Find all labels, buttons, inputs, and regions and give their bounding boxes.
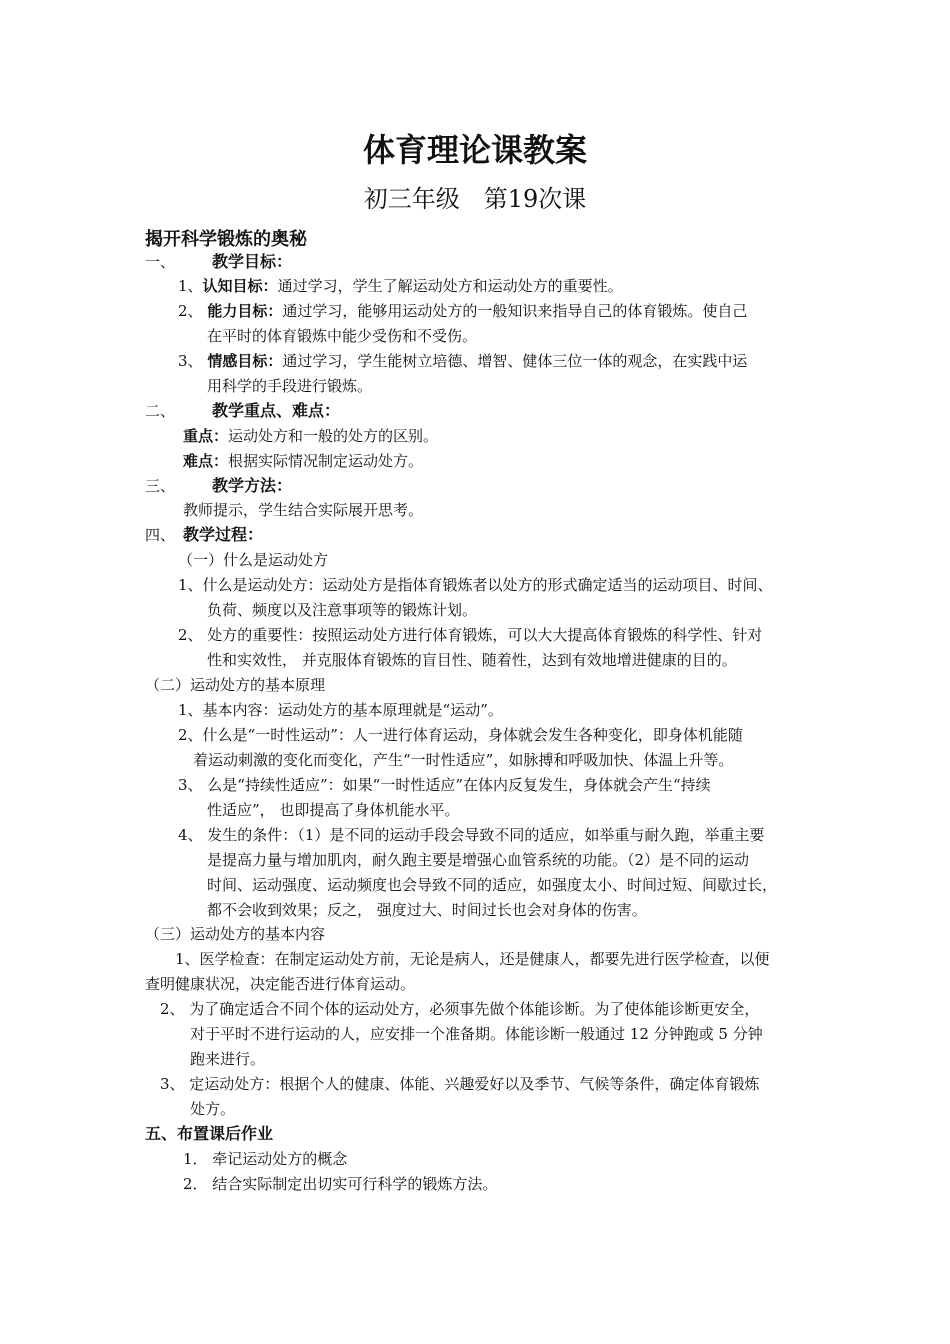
page-subtitle: 初三年级 第19次课 — [363, 185, 587, 213]
part-2-item-4-cont-3: 都不会收到效果；反之， 强度过大、时间过长也会对身体的伤害。 — [207, 901, 647, 919]
section-1-number: 一、 — [145, 253, 176, 271]
objective-3-number: 3、 — [178, 352, 203, 370]
objective-2-text: 通过学习，能够用运动处方的一般知识来指导自己的体育锻炼。使自己 — [282, 302, 748, 320]
objective-3-label: 情感目标： — [207, 352, 283, 370]
part-3-item-1-cont: 查明健康状况，决定能否进行体育运动。 — [145, 975, 416, 993]
part-2-item-4-cont-1: 是提高力量与增加肌肉，耐久跑主要是增强心血管系统的功能。（2）是不同的运动 — [207, 851, 750, 869]
part-1-item-2: 2、 处方的重要性：按照运动处方进行体育锻炼，可以大大提高体育锻炼的科学性、针对 — [178, 626, 763, 644]
section-2-heading: 教学重点、难点： — [212, 401, 341, 420]
section-1-heading: 教学目标： — [212, 252, 293, 271]
difficult-point — [183, 450, 423, 472]
part-2-heading: （二）运动处方的基本原理 — [145, 676, 326, 694]
objective-2 — [178, 300, 747, 322]
part-3-item-2-cont-2: 跑来进行。 — [190, 1050, 266, 1068]
section-2-number: 二、 — [145, 402, 176, 420]
lesson-topic: 揭开科学锻炼的奥秘 — [145, 229, 307, 250]
part-3-item-3-cont: 处方。 — [190, 1100, 236, 1118]
part-3-item-1: 1、医学检查：在制定运动处方前，无论是病人，还是健康人，都要先进行医学检查，以便 — [175, 950, 770, 968]
objective-3 — [178, 350, 747, 372]
part-2-item-1: 1、基本内容：运动处方的基本原理就是“运动”。 — [178, 701, 503, 719]
objective-1 — [178, 275, 623, 297]
section-4-number: 四、 — [145, 526, 176, 544]
objective-2-text-cont: 在平时的体育锻炼中能少受伤和不受伤。 — [207, 327, 478, 345]
objective-3-text-cont: 用科学的手段进行锻炼。 — [207, 377, 373, 395]
part-1-item-2-cont: 性和实效性， 并克服体育锻炼的盲目性、随着性，达到有效地增进健康的目的。 — [207, 651, 737, 669]
part-1-item-1-cont: 负荷、频度以及注意事项等的锻炼计划。 — [207, 601, 478, 619]
objective-3-text: 通过学习，学生能树立培德、增智、健体三位一体的观念，在实践中运 — [282, 352, 748, 370]
objective-2-label: 能力目标： — [207, 302, 283, 320]
part-2-item-3: 3、 么是“持续性适应”：如果“一时性适应”在体内反复发生，身体就会产生“持续 — [178, 776, 711, 794]
section-5-heading: 五、布置课后作业 — [145, 1124, 274, 1143]
key-point-text: 运动处方和一般的处方的区别。 — [228, 427, 439, 445]
part-1-item-1: 1、什么是运动处方：运动处方是指体育锻炼者以处方的形式确定适当的运动项目、时间、 — [178, 576, 773, 594]
section-4-heading: 教学过程： — [183, 525, 264, 544]
difficult-point-label: 难点： — [183, 452, 229, 470]
part-2-item-2-cont: 着运动刺激的变化而变化，产生“一时性适应”，如脉搏和呼吸加快、体温上升等。 — [193, 751, 734, 769]
part-2-item-4: 4、 发生的条件：（1）是不同的运动手段会导致不同的适应，如举重与耐久跑，举重主要 — [178, 826, 765, 844]
page-title: 体育理论课教案 — [362, 131, 587, 169]
section-3-heading: 教学方法： — [212, 476, 293, 495]
homework-item-2: 2． 结合实际制定出切实可行科学的锻炼方法。 — [183, 1175, 498, 1193]
section-3-number: 三、 — [145, 477, 176, 495]
teaching-method-text: 教师提示，学生结合实际展开思考。 — [183, 501, 424, 519]
objective-1-number: 1、 — [178, 277, 203, 295]
key-point-label: 重点： — [183, 427, 229, 445]
part-2-item-3-cont: 性适应”， 也即提高了身体机能水平。 — [207, 801, 460, 819]
part-3-heading: （三）运动处方的基本内容 — [145, 925, 326, 943]
part-1-heading: （一）什么是运动处方 — [178, 551, 329, 569]
homework-item-1: 1． 牵记运动处方的概念 — [183, 1150, 348, 1168]
part-3-item-2: 2、 为了确定适合不同个体的运动处方，必须事先做个体能诊断。为了使体能诊断更安全， — [160, 1000, 760, 1018]
objective-2-number: 2、 — [178, 302, 203, 320]
part-2-item-2: 2、什么是“一时性运动”：人一进行体育运动，身体就会发生各种变化，即身体机能随 — [178, 726, 743, 744]
part-3-item-3: 3、 定运动处方：根据个人的健康、体能、兴趣爱好以及季节、气候等条件，确定体育锻炼 — [160, 1075, 760, 1093]
difficult-point-text: 根据实际情况制定运动处方。 — [228, 452, 424, 470]
objective-1-label: 认知目标： — [202, 277, 278, 295]
objective-1-text: 通过学习，学生了解运动处方和运动处方的重要性。 — [277, 277, 623, 295]
part-2-item-4-cont-2: 时间、运动强度、运动频度也会导致不同的适应，如强度太小、时间过短、间歇过长， — [207, 876, 778, 894]
part-3-item-2-cont-1: 对于平时不进行运动的人，应安排一个准备期。体能诊断一般通过 12 分钟跑或 5 分钟 — [190, 1025, 763, 1043]
key-point — [183, 425, 438, 447]
